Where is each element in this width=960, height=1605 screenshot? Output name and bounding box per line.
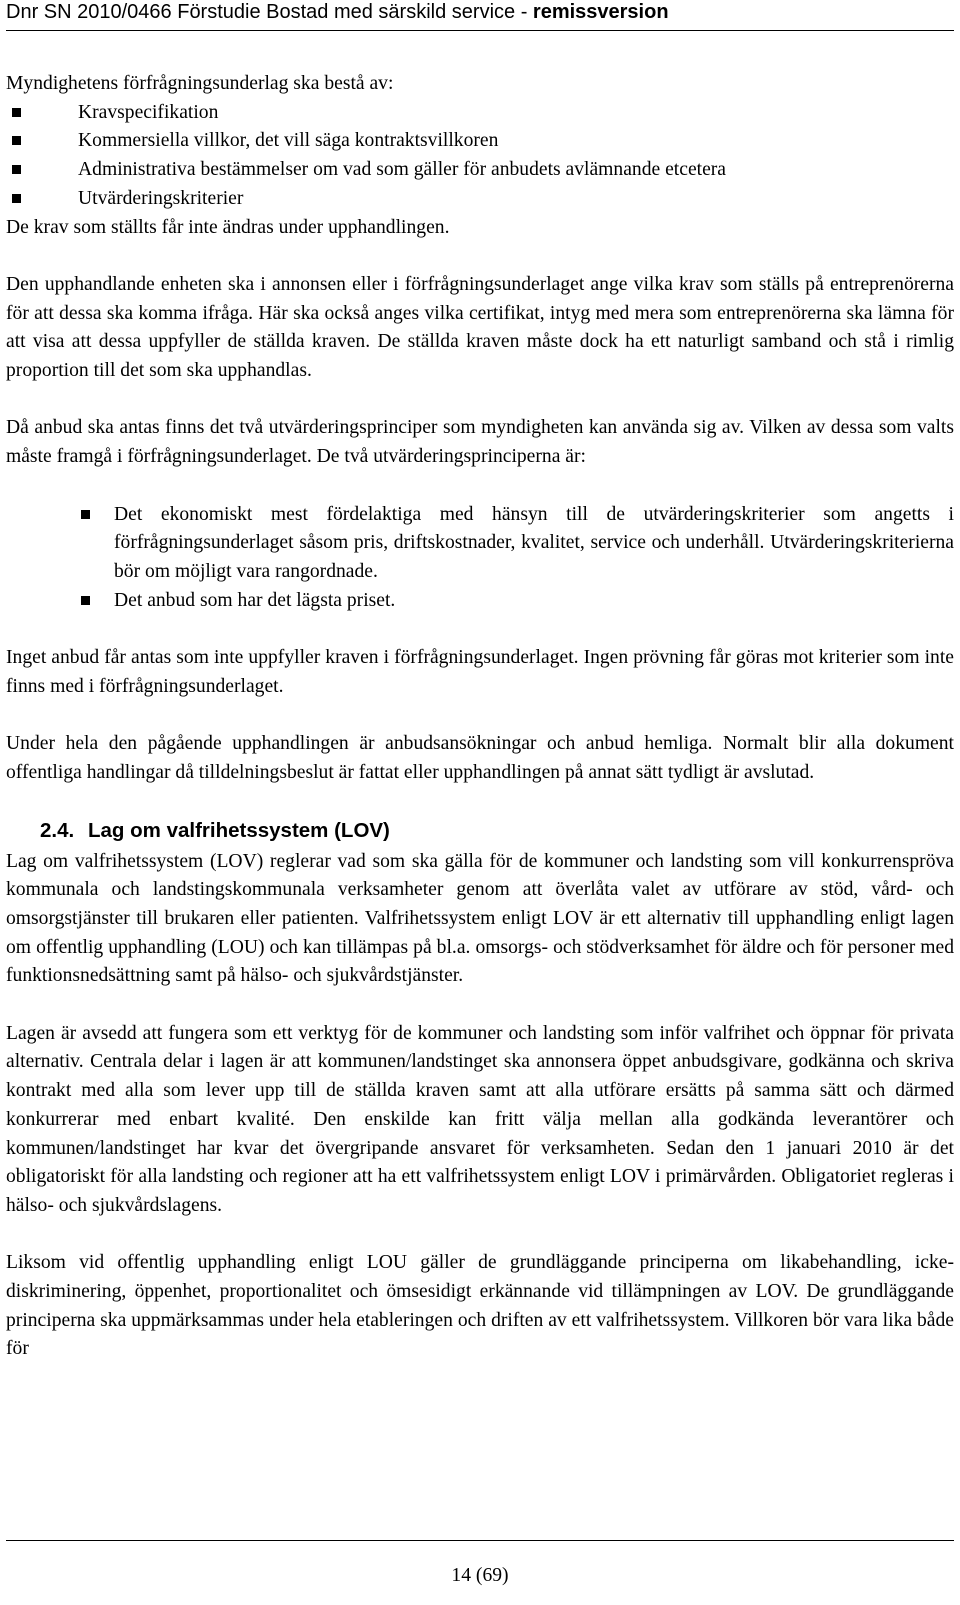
paragraph: Lagen är avsedd att fungera som ett verktyg för de kommuner och landsting som inför valfrihet och öppnar för privata alternativ. Centrala delar i lagen är att kommunen/landstinget ska annonsera öppet anbudsgivare, godkänna och skriva kontrakt med alla som lever upp till de ställda kraven samt att alla utförare ersätts på samma sätt och därmed konkurrerar med enbart kvalité. Den enskilde kan fritt välja mellan alla godkända leverantörer och kommunen/landstinget har kvar det övergripande ansvaret för verksamheten. Sedan den 1 januari 2010 är det obligatoriskt för alla landsting och regioner att ha ett valfrihetssystem enligt LOV i primärvården. Obligatoriet regleras i hälso- och sjukvårdslagens. xyxy=(6,1022,954,1216)
paragraph: De krav som ställts får inte ändras under upphandlingen. xyxy=(6,216,450,238)
evaluation-principles-list xyxy=(6,501,954,616)
page-number: 14 (69) xyxy=(451,1565,509,1586)
section-title: Lag om valfrihetssystem (LOV) xyxy=(88,818,390,842)
paragraph: Under hela den pågående upphandlingen är anbudsansökningar och anbud hemliga. Normalt blir alla dokument offentliga handlingar då tilldelningsbeslut är fattat eller upphandlingen på annat sätt tydligt är avslutad. xyxy=(6,733,954,783)
list-item: Det anbud som har det lägsta priset. xyxy=(6,587,954,616)
header-title: Dnr SN 2010/0466 Förstudie Bostad med särskild service - xyxy=(6,1,533,23)
header-divider xyxy=(6,30,954,31)
header-status: remissversion xyxy=(532,1,669,23)
intro-line: Myndighetens förfrågningsunderlag ska bestå av: xyxy=(6,73,394,94)
square-bullet-icon xyxy=(81,596,90,605)
list-item: Kravspecifikation xyxy=(6,99,954,128)
list-item: Det ekonomiskt mest fördelaktiga med hänsyn till de utvärderingskriterier som angetts i förfrågningsunderlaget såsom pris, driftskostnader, kvalitet, service och underhåll. Utvärderingskriterierna bör om möjligt vara rangordnade. xyxy=(6,501,954,587)
square-bullet-icon xyxy=(12,194,21,203)
list-item: Administrativa bestämmelser om vad som gäller för anbudets avlämnande etcetera xyxy=(6,156,954,185)
square-bullet-icon xyxy=(12,108,21,117)
square-bullet-icon xyxy=(81,510,90,519)
footer-divider xyxy=(6,1540,954,1541)
paragraph: Då anbud ska antas finns det två utvärderingsprinciper som myndigheten kan använda sig av. Vilken av dessa som valts måste framgå i förfrågningsunderlaget. De två utvärderingsprinciperna är: xyxy=(6,417,954,468)
document-body xyxy=(6,70,954,1364)
paragraph: Den upphandlande enheten ska i annonsen eller i förfrågningsunderlaget ange vilka krav som ställs på entreprenörerna för att dessa ska komma ifråga. Här ska också anges vilka certifikat, intyg med mera som entreprenörerna ska lämna för att visa att dessa uppfyller de ställda kraven. De ställda kraven måste dock ha ett naturligt samband och stå i rimlig proportion till det som ska upphandlas. xyxy=(6,273,954,382)
page-header xyxy=(6,0,956,28)
section-number: 2.4. xyxy=(40,818,75,842)
paragraph: Inget anbud får antas som inte uppfyller kraven i förfrågningsunderlaget. Ingen prövning får göras mot kriterier som inte finns med i förfrågningsunderlaget. xyxy=(6,647,954,697)
section-heading xyxy=(6,814,954,848)
list-item: Utvärderingskriterier xyxy=(6,185,954,214)
paragraph: Lag om valfrihetssystem (LOV) reglerar vad som ska gälla för de kommuner och landsting som vill konkurrenspröva kommunala och landstingskommunala verksamheter genom att överlåta valet av utförare av stöd, vård- och omsorgstjänster till brukaren eller patienten. Valfrihetssystem enligt LOV är ett alternativ till upphandling enligt lagen om offentlig upphandling (LOU) och kan tillämpas på bl.a. omsorgs- och stödverksamhet för äldre och för personer med funktionsnedsättning samt på hälso- och sjukvårdstjänster. xyxy=(6,850,954,987)
paragraph: Liksom vid offentlig upphandling enligt LOU gäller de grundläggande principerna om likabehandling, icke-diskriminering, öppenhet, proportionalitet och ömsesidigt erkännande vid tillämpningen av LOV. De grundläggande principerna ska uppmärksammas under hela etableringen och driften av ett valfrihetssystem. Villkoren bör vara lika både för xyxy=(6,1252,954,1360)
list-item: Kommersiella villkor, det vill säga kontraktsvillkoren xyxy=(6,127,954,156)
square-bullet-icon xyxy=(12,165,21,174)
requirements-list xyxy=(6,99,954,214)
square-bullet-icon xyxy=(12,136,21,145)
